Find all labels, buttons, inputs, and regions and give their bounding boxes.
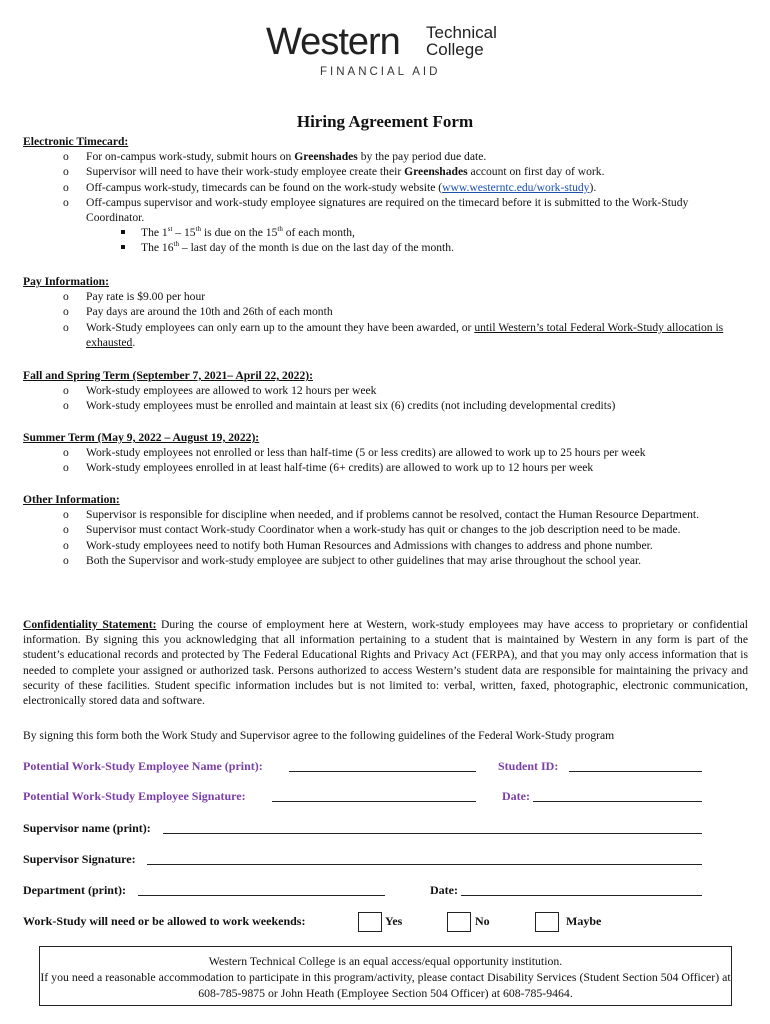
confidentiality-statement: Confidentiality Statement: During the course of employment here at Western, work-study employees may have access to proprietary or confidential information. By signing this you acknowledging that all information pertaining to a student that is maintained by Western in any form is part of the student’s educational records and protected by The Federal Educational Rights and Privacy Act (FERPA), and that you may only access information that is needed to complete your assigned or authorized task. Persons authorized to access Western’s student data are responsible for maintaining the privacy and security of these facilities. Student specific information includes but is not limited to: verbal, written, faxed, photographic, electronic communication, electronically stored data and software. — [23, 618, 748, 708]
maybe-label: Maybe — [566, 914, 602, 928]
list-item: o Work-study employees need to notify both Human Resources and Admissions with changes to address and phone number. — [63, 538, 653, 552]
student-id-field[interactable] — [569, 771, 702, 772]
list-item: o Work-study employees must be enrolled and maintain at least six (6) credits (not including developmental credits) — [63, 399, 616, 413]
list-item: o Work-Study employees can only earn up to the amount they have been awarded, or until Western’s total Federal Work-Study allocation is exhausted. — [63, 320, 724, 349]
yes-label: Yes — [385, 914, 403, 928]
page-title: Hiring Agreement Form — [296, 112, 474, 131]
timecard-section — [23, 134, 748, 256]
pay-section — [23, 274, 748, 350]
date-field[interactable] — [461, 895, 702, 896]
work-study-website-link[interactable]: www.westerntc.edu/work-study — [442, 180, 590, 194]
department-field[interactable] — [138, 895, 385, 896]
college-logo — [262, 20, 522, 80]
date-field[interactable] — [533, 801, 702, 802]
list-item: o Work-study employees not enrolled or less than half-time (5 or less credits) are allowed to work up to 25 hours per week — [63, 446, 646, 460]
sub-list-item: The 16th – last day of the month is due on the last day of the month. — [23, 240, 748, 255]
weekends-label: Work-Study will need or be allowed to work weekends: — [23, 914, 306, 928]
supervisor-name-field[interactable] — [163, 833, 702, 834]
summer-heading: Summer Term (May 9, 2022 – August 19, 2022): — [23, 431, 260, 444]
list-item: o Work-study employees are allowed to work 12 hours per week — [63, 384, 377, 398]
supervisor-signature-field[interactable] — [147, 864, 702, 865]
employee-name-field[interactable] — [289, 771, 476, 772]
sub-list-item: The 1st – 15th is due on the 15th of each month, — [23, 225, 748, 240]
other-section — [23, 492, 748, 568]
logo-financial-aid: FINANCIAL AID — [320, 66, 441, 78]
list-item: o Both the Supervisor and work-study employee are subject to other guidelines that may arise throughout the school year. — [63, 553, 642, 567]
equal-opportunity-notice — [39, 946, 732, 1006]
no-checkbox[interactable] — [447, 912, 471, 932]
logo-technical: Technical — [426, 23, 497, 42]
logo-western: Western — [266, 21, 400, 63]
fall-spring-section — [23, 368, 748, 414]
department-label: Department (print): — [23, 883, 126, 897]
list-item: o Off-campus supervisor and work-study employee signatures are required on the timecard before it is submitted to the Work-Study Coordinator. — [63, 195, 689, 225]
date-label: Date: — [502, 789, 530, 803]
other-heading: Other Information: — [23, 493, 120, 506]
pay-heading: Pay Information: — [23, 275, 109, 288]
maybe-checkbox[interactable] — [535, 912, 559, 932]
list-item: o Supervisor will need to have their work-study employee create their Greenshades account on first day of work. — [63, 165, 605, 179]
footer-line-2: If you need a reasonable accommodation to participate in this program/activity, please contact Disability Services (Student Section 504 Officer) at 608-785-9875 or John Heath (Employee Section 504 Officer) at 608-785-9464. — [40, 970, 731, 1000]
date-label: Date: — [430, 883, 458, 897]
list-item: o Off-campus work-study, timecards can be found on the work-study website (www.westerntc.edu/work-study). — [63, 180, 597, 194]
no-label: No — [475, 914, 490, 928]
list-item: o For on-campus work-study, submit hours on Greenshades by the pay period due date. — [63, 150, 487, 164]
list-item: o Work-study employees enrolled in at least half-time (6+ credits) are allowed to work up to 12 hours per week — [63, 461, 594, 475]
summer-section — [23, 430, 748, 476]
employee-name-label: Potential Work-Study Employee Name (print): — [23, 759, 263, 773]
list-item: o Pay days are around the 10th and 26th of each month — [63, 305, 333, 319]
timecard-heading: Electronic Timecard: — [23, 135, 129, 148]
fall-spring-heading: Fall and Spring Term (September 7, 2021– April 22, 2022): — [23, 369, 313, 382]
employee-signature-field[interactable] — [272, 801, 476, 802]
student-id-label: Student ID: — [498, 759, 559, 773]
logo-college: College — [426, 40, 484, 59]
list-item: o Supervisor must contact Work-study Coordinator when a work-study has quit or changes to the job description need to be made. — [63, 523, 681, 537]
list-item: o Supervisor is responsible for discipline when needed, and if problems cannot be resolved, contact the Human Resource Department. — [63, 508, 700, 522]
agreement-text: By signing this form both the Work Study and Supervisor agree to the following guidelines of the Federal Work-Study program — [23, 729, 615, 742]
supervisor-name-label: Supervisor name (print): — [23, 821, 151, 835]
footer-line-1: Western Technical College is an equal access/equal opportunity institution. — [208, 954, 563, 968]
list-item: o Pay rate is $9.00 per hour — [63, 290, 206, 304]
employee-signature-label: Potential Work-Study Employee Signature: — [23, 789, 246, 803]
supervisor-signature-label: Supervisor Signature: — [23, 852, 136, 866]
yes-checkbox[interactable] — [358, 912, 382, 932]
